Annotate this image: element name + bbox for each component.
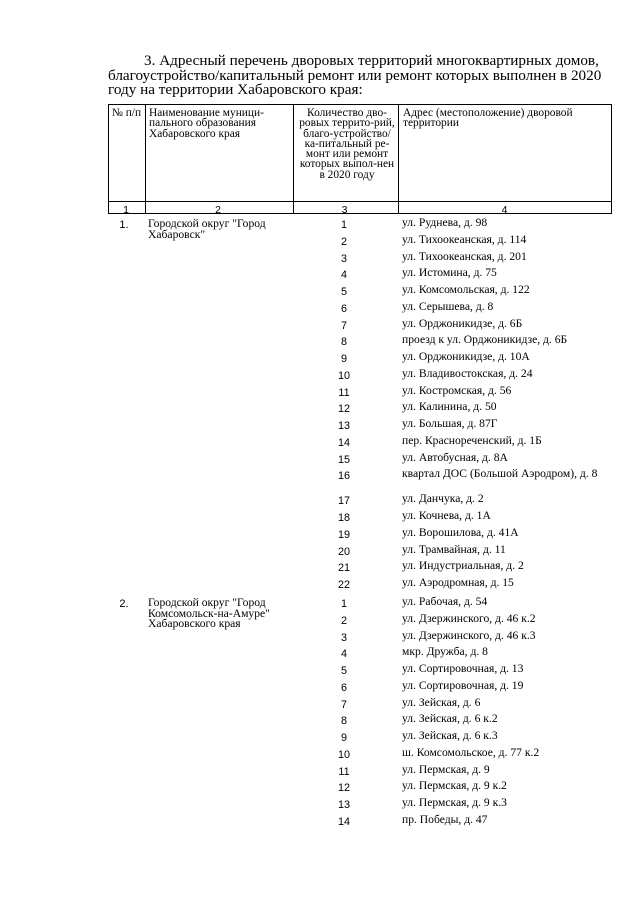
row-index: 3	[340, 252, 347, 265]
header-col-address: Адрес (местоположение) дворовой территории	[403, 107, 573, 130]
row-index: 8	[340, 715, 347, 728]
table-header	[108, 104, 612, 214]
header-col-num: № п/п	[112, 107, 142, 119]
address-cell: ул. Кочнева, д. 1А	[402, 509, 491, 523]
row-index: 7	[340, 698, 347, 711]
row-index: 13	[337, 799, 350, 811]
row-index: 11	[338, 386, 350, 399]
row-index: 11	[338, 765, 350, 778]
row-index: 5	[340, 286, 347, 298]
header-divider	[109, 201, 611, 202]
address-cell: ул. Серышева, д. 8	[402, 299, 494, 313]
row-index: 4	[340, 269, 347, 282]
address-cell: ул. Комсомольская, д. 122	[402, 283, 530, 296]
row-index: 1	[340, 219, 347, 231]
row-index: 9	[340, 732, 347, 744]
row-index: 17	[337, 495, 350, 508]
address-cell: ул. Орджоникидзе, д. 6Б	[402, 316, 523, 330]
section-heading	[108, 54, 614, 98]
column-number-2: 2	[215, 204, 221, 216]
address-cell: ул. Ворошилова, д. 41А	[402, 525, 519, 539]
heading-line-2: благоустройство/капитальный ремонт или ремонт которых выполнен в 2020	[108, 66, 602, 84]
address-cell: проезд к ул. Орджоникидзе, д. 6Б	[402, 333, 568, 347]
row-index: 14	[337, 436, 350, 449]
address-cell: ул. Индустриальная, д. 2	[402, 559, 524, 573]
address-cell: ул. Зейская, д. 6 к.2	[402, 712, 498, 726]
row-index: 15	[337, 453, 350, 466]
row-index: 10	[337, 369, 350, 382]
address-cell: квартал ДОС (Большой Аэродром), д. 8	[402, 467, 598, 481]
row-index: 1	[340, 598, 347, 610]
row-index: 22	[337, 579, 350, 592]
address-cell: пр. Победы, д. 47	[402, 812, 488, 826]
address-cell: ул. Большая, д. 87Г	[402, 417, 498, 430]
row-index: 5	[340, 665, 347, 677]
group-number: 2.	[119, 598, 129, 610]
address-cell: ул. Зейская, д. 6	[402, 695, 481, 709]
address-cell: ул. Пермская, д. 9 к.2	[402, 779, 507, 793]
address-cell: ул. Тихоокеанская, д. 114	[402, 232, 527, 246]
row-index: 18	[337, 512, 350, 525]
header-col-count: Количество дво-ровых террито-рий, благо-устройство/ ка-питальный ре-монт или ремонт которых выпол-нен в 2020 году	[299, 107, 395, 181]
row-index: 6	[340, 681, 347, 694]
municipality-name: Городской округ "Город Хабаровск"	[148, 217, 266, 241]
row-index: 6	[340, 302, 347, 315]
heading-line-3: году на территории Хабаровского края:	[108, 81, 363, 98]
header-col-municipality: Наименование муници-пального образования Хабаровского края	[149, 107, 264, 140]
address-cell: ул. Калинина, д. 50	[402, 400, 497, 414]
address-cell: ул. Трамвайная, д. 11	[402, 542, 506, 556]
address-cell: ул. Дзержинского, д. 46 к.3	[402, 628, 536, 642]
address-cell: ул. Сортировочная, д. 13	[402, 662, 524, 675]
address-cell: мкр. Дружба, д. 8	[402, 645, 488, 659]
row-index: 8	[340, 336, 347, 349]
address-cell: ул. Дзержинского, д. 46 к.2	[402, 611, 536, 625]
row-index: 10	[337, 748, 350, 761]
column-number-1: 1	[123, 204, 129, 216]
column-divider	[293, 105, 294, 213]
row-index: 3	[340, 631, 347, 644]
row-index: 4	[340, 648, 347, 661]
column-divider	[145, 105, 146, 213]
row-index: 12	[337, 782, 350, 795]
row-index: 12	[337, 403, 350, 416]
row-index: 16	[337, 470, 350, 483]
row-index: 9	[340, 353, 347, 365]
address-cell: ул. Владивостокская, д. 24	[402, 366, 533, 380]
address-cell: ул. Пермская, д. 9 к.3	[402, 796, 507, 809]
row-index: 14	[337, 815, 350, 828]
address-cell: ул. Автобусная, д. 8А	[402, 450, 508, 464]
address-cell: ул. Руднева, д. 98	[402, 216, 488, 229]
heading-line-1: 3. Адресный перечень дворовых территорий многоквартирных домов,	[144, 52, 599, 69]
address-cell: ш. Комсомольское, д. 77 к.2	[402, 745, 540, 759]
address-cell: ул. Костромская, д. 56	[402, 383, 512, 397]
column-number-3: 3	[341, 204, 348, 216]
column-divider	[398, 105, 399, 213]
row-index: 2	[340, 614, 347, 627]
row-index: 19	[337, 528, 350, 541]
row-index: 21	[337, 562, 350, 575]
address-cell: ул. Сортировочная, д. 19	[402, 678, 524, 692]
group-number: 1.	[119, 219, 129, 231]
row-index: 13	[337, 420, 350, 432]
row-index: 7	[340, 319, 347, 332]
address-cell: ул. Пермская, д. 9	[402, 762, 490, 776]
address-cell: ул. Рабочая, д. 54	[402, 595, 488, 608]
address-cell: пер. Краснореченский, д. 1Б	[402, 433, 542, 447]
row-index: 20	[337, 545, 350, 558]
address-cell: ул. Тихоокеанская, д. 201	[402, 249, 527, 263]
municipality-name: Городской округ "Город Комсомольск-на-Амуре" Хабаровского края	[148, 596, 270, 631]
address-cell: ул. Зейская, д. 6 к.3	[402, 729, 498, 742]
column-number-4: 4	[501, 204, 508, 216]
address-cell: ул. Истомина, д. 75	[402, 266, 497, 280]
address-cell: ул. Данчука, д. 2	[402, 492, 484, 506]
row-index: 2	[340, 235, 347, 248]
address-cell: ул. Аэродромная, д. 15	[402, 576, 514, 590]
address-cell: ул. Орджоникидзе, д. 10А	[402, 350, 530, 363]
